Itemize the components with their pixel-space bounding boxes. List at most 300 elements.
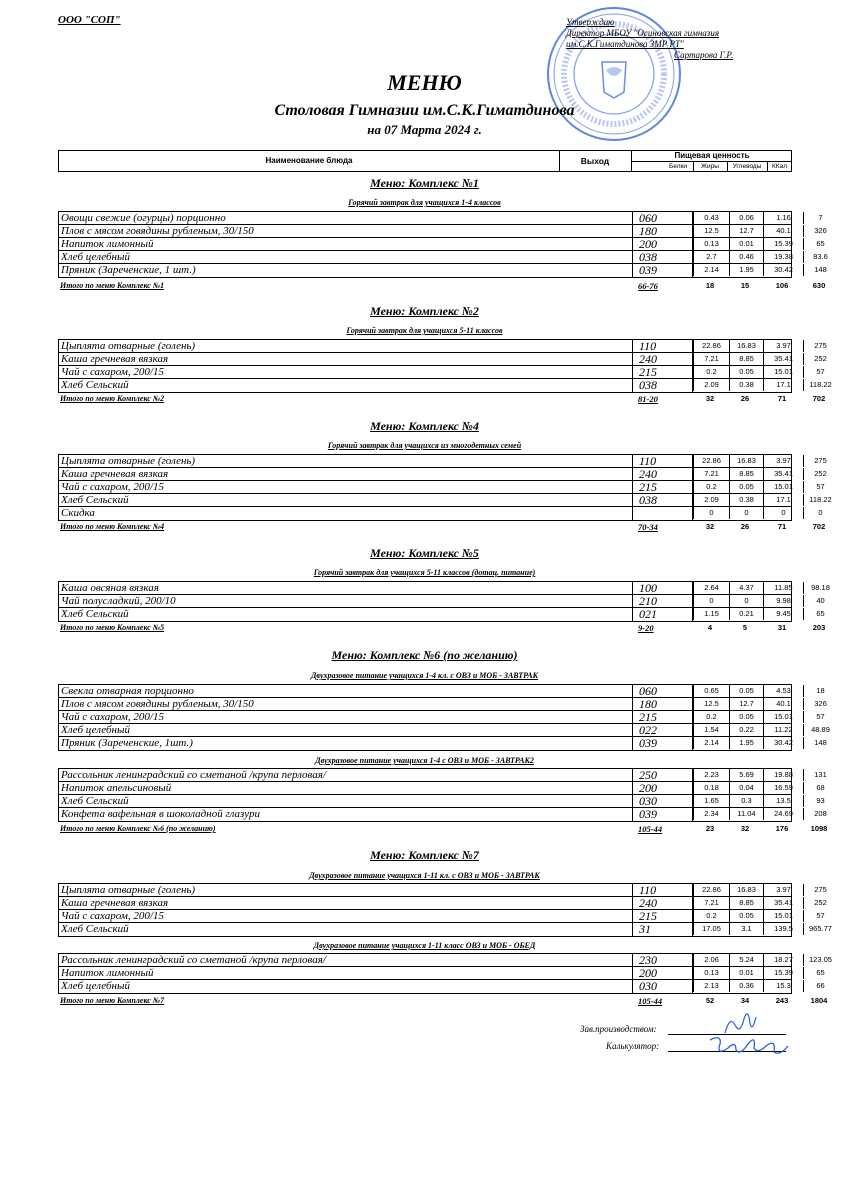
fats-value: 0.46 <box>729 251 763 263</box>
col-yield: Выход <box>559 151 632 171</box>
page-title: МЕНЮ <box>387 70 462 95</box>
dish-yield: 240 <box>639 352 657 366</box>
fats-value: 1.95 <box>729 264 763 276</box>
organization-name: ООО "СОП" <box>58 14 121 26</box>
dish-row <box>59 467 827 481</box>
fats-value: 16.83 <box>729 340 763 352</box>
total-proteins: 4 <box>707 623 713 632</box>
carbs-value: 13.5 <box>763 795 803 807</box>
dish-row <box>59 794 825 808</box>
dish-row <box>59 493 832 507</box>
complex-total-row <box>58 824 828 836</box>
approve-line-2: Директор МБОУ "Осиновская гимназия <box>566 28 720 38</box>
proteins-value: 1.15 <box>693 608 729 620</box>
dish-name: Чай с сахаром, 200/15 <box>61 366 164 378</box>
carbs-value: 35.41 <box>763 353 803 365</box>
kcal-value: 66 <box>803 980 837 992</box>
proteins-value: 0.43 <box>693 212 729 224</box>
dish-name: Каша овсяная вязкая <box>61 582 159 594</box>
fats-value: 0.05 <box>729 711 763 723</box>
fats-value: 0 <box>729 507 763 519</box>
kcal-value: 0 <box>803 507 837 519</box>
carbs-value: 4.53 <box>763 685 803 697</box>
proteins-value: 12.5 <box>693 225 729 237</box>
carbs-value: 3.97 <box>763 340 803 352</box>
kcal-value: 83.6 <box>803 251 837 263</box>
production-manager-label: Зав.производством: <box>580 1024 657 1034</box>
complex-total-row <box>58 281 826 293</box>
total-label: Итого по меню Комплекс №2 <box>60 394 165 403</box>
proteins-value: 0.2 <box>693 711 729 723</box>
dish-row <box>59 607 825 621</box>
proteins-value: 2.14 <box>693 264 729 276</box>
dish-name: Цыплята отварные (голень) <box>61 884 196 896</box>
dish-yield <box>639 507 673 519</box>
total-fats: 26 <box>740 522 750 531</box>
proteins-value: 2.09 <box>693 379 729 391</box>
total-carbs: 71 <box>777 522 787 531</box>
fats-value: 4.37 <box>729 582 763 594</box>
kcal-value: 7 <box>803 212 837 224</box>
proteins-value: 0.2 <box>693 366 729 378</box>
proteins-value: 0 <box>693 595 729 607</box>
dish-table <box>58 581 830 622</box>
total-label: Итого по меню Комплекс №4 <box>60 522 165 531</box>
dish-name: Напиток лимонный <box>61 238 154 250</box>
approval-block <box>566 17 796 61</box>
dish-yield: 039 <box>639 736 657 750</box>
kcal-value: 18 <box>803 685 837 697</box>
total-proteins: 23 <box>705 824 715 833</box>
page-subtitle: Столовая Гимназии им.С.К.Гиматдинова <box>274 102 575 119</box>
kcal-value: 123.05 <box>803 954 837 966</box>
dish-row <box>59 909 825 923</box>
dish-row <box>59 211 823 225</box>
proteins-value: 22.86 <box>693 884 729 896</box>
dish-row <box>59 768 827 782</box>
dish-name: Хлеб целебный <box>61 724 130 736</box>
dish-row <box>59 979 825 993</box>
dish-row <box>59 378 832 392</box>
dish-name: Пряник (Зареченские, 1 шт.) <box>61 264 196 276</box>
kcal-value: 118.22 <box>803 494 837 506</box>
carbs-value: 15.01 <box>763 366 803 378</box>
dish-name: Цыплята отварные (голень) <box>61 340 196 352</box>
total-kcal: 702 <box>812 522 826 531</box>
total-label: Итого по меню Комплекс №5 <box>60 623 165 632</box>
dish-row <box>59 365 825 379</box>
complex-total-row <box>58 394 826 406</box>
dish-name: Каша гречневая вязкая <box>61 897 169 909</box>
proteins-value: 22.86 <box>693 455 729 467</box>
kcal-value: 326 <box>803 225 837 237</box>
dish-row <box>59 710 825 724</box>
total-kcal: 702 <box>812 394 826 403</box>
carbs-value: 3.97 <box>763 455 803 467</box>
total-carbs: 31 <box>777 623 787 632</box>
dish-name: Хлеб Сельский <box>61 795 129 807</box>
proteins-value: 2.14 <box>693 737 729 749</box>
dish-row <box>59 507 823 520</box>
dish-name: Каша гречневая вязкая <box>61 468 169 480</box>
dish-name: Хлеб целебный <box>61 251 130 263</box>
dish-yield: 030 <box>639 794 657 808</box>
total-price: 70-34 <box>638 522 658 532</box>
fats-value: 0.05 <box>729 481 763 493</box>
complex-title: Меню: Комплекс №7 <box>370 848 479 862</box>
fats-value: 11.04 <box>729 808 763 820</box>
dish-name: Чай полусладкий, 200/10 <box>61 595 176 607</box>
dish-name: Плов с мясом говядины рубленым, 30/150 <box>61 225 254 237</box>
dish-yield: 200 <box>639 966 657 980</box>
total-kcal: 630 <box>812 281 826 290</box>
fats-value: 0.38 <box>729 379 763 391</box>
fats-value: 1.95 <box>729 737 763 749</box>
dish-row <box>59 594 825 608</box>
total-carbs: 106 <box>775 281 789 290</box>
carbs-value: 139.5 <box>763 923 803 935</box>
carbs-value: 18.27 <box>763 954 803 966</box>
total-fats: 32 <box>740 824 750 833</box>
dish-row <box>59 723 830 737</box>
dish-name: Хлеб Сельский <box>61 923 129 935</box>
col-proteins: Белки <box>663 162 694 171</box>
kcal-value: 131 <box>803 769 837 781</box>
col-kcal: ККал <box>772 163 787 170</box>
carbs-value: 11.22 <box>763 724 803 736</box>
complex-title: Меню: Комплекс №2 <box>370 304 479 318</box>
kcal-value: 118.22 <box>803 379 837 391</box>
total-kcal: 1098 <box>810 824 828 833</box>
dish-row <box>59 953 832 967</box>
dish-yield: 030 <box>639 979 657 993</box>
dish-name: Плов с мясом говядины рубленым, 30/150 <box>61 698 254 710</box>
carbs-value: 17.1 <box>763 494 803 506</box>
approve-line-1: Утверждаю <box>566 17 615 27</box>
fats-value: 0.22 <box>729 724 763 736</box>
dish-row <box>59 883 827 897</box>
dish-table <box>58 339 832 393</box>
kcal-value: 275 <box>803 884 837 896</box>
complex-title: Меню: Комплекс №5 <box>370 546 479 560</box>
dish-row <box>59 922 832 936</box>
proteins-value: 2.64 <box>693 582 729 594</box>
carbs-value: 1.16 <box>763 212 803 224</box>
total-carbs: 176 <box>775 824 789 833</box>
dish-yield: 038 <box>639 378 657 392</box>
meal-type-title: Горячий завтрак для учащихся 1-4 классов <box>348 198 501 207</box>
dish-name: Напиток апельсиновый <box>61 782 172 794</box>
proteins-value: 0.13 <box>693 967 729 979</box>
dish-name: Хлеб Сельский <box>61 379 129 391</box>
complex-title: Меню: Комплекс №4 <box>370 419 479 433</box>
dish-row <box>59 480 825 494</box>
dish-row <box>59 224 827 238</box>
carbs-value: 15.39 <box>763 967 803 979</box>
dish-row <box>59 263 827 277</box>
proteins-value: 2.13 <box>693 980 729 992</box>
kcal-value: 65 <box>803 238 837 250</box>
kcal-value: 57 <box>803 910 837 922</box>
proteins-value: 2.23 <box>693 769 729 781</box>
total-label: Итого по меню Комплекс №6 (по желанию) <box>60 824 216 833</box>
carbs-value: 17.1 <box>763 379 803 391</box>
dish-row <box>59 736 827 750</box>
dish-table <box>58 454 832 521</box>
total-carbs: 71 <box>777 394 787 403</box>
dish-name: Чай с сахаром, 200/15 <box>61 481 164 493</box>
dish-yield: 215 <box>639 710 657 724</box>
fats-value: 0.01 <box>729 238 763 250</box>
carbs-value: 15.3 <box>763 980 803 992</box>
dish-row <box>59 250 828 264</box>
fats-value: 0.38 <box>729 494 763 506</box>
fats-value: 12.7 <box>729 698 763 710</box>
fats-value: 8.85 <box>729 897 763 909</box>
dish-row <box>59 966 825 980</box>
carbs-value: 9.45 <box>763 608 803 620</box>
dish-name: Рассольник ленинградский со сметаной /крупа перловая/ <box>61 954 326 966</box>
director-name: Сартарова Г.Р. <box>674 50 734 60</box>
total-price: 105-44 <box>638 996 663 1006</box>
fats-value: 0.04 <box>729 782 763 794</box>
fats-value: 0.06 <box>729 212 763 224</box>
fats-value: 0.3 <box>729 795 763 807</box>
fats-value: 0 <box>729 595 763 607</box>
proteins-value: 0.2 <box>693 910 729 922</box>
menu-date: на 07 Марта 2024 г. <box>367 122 482 137</box>
dish-row <box>59 896 827 910</box>
dish-yield: 215 <box>639 480 657 494</box>
dish-row <box>59 697 827 711</box>
fats-value: 3.1 <box>729 923 763 935</box>
kcal-value: 98.18 <box>803 582 837 594</box>
dish-yield: 210 <box>639 594 657 608</box>
dish-name: Пряник (Зареченские, 1шт.) <box>61 737 193 749</box>
approve-line-3: им.С.К.Гиматдинова ЗМР РТ" <box>566 39 684 49</box>
carbs-value: 24.69 <box>763 808 803 820</box>
carbs-value: 11.85 <box>763 582 803 594</box>
fats-value: 0.36 <box>729 980 763 992</box>
dish-yield: 038 <box>639 493 657 507</box>
carbs-value: 15.01 <box>763 711 803 723</box>
proteins-value: 0.65 <box>693 685 729 697</box>
dish-yield: 039 <box>639 807 657 821</box>
kcal-value: 275 <box>803 340 837 352</box>
carbs-value: 40.1 <box>763 225 803 237</box>
meal-type-title: Горячий завтрак для учащихся 5-11 классов <box>346 326 503 335</box>
total-price: 9-20 <box>638 623 654 633</box>
dish-yield: 250 <box>639 768 657 782</box>
complex-total-row <box>58 623 826 635</box>
dish-name: Чай с сахаром, 200/15 <box>61 910 164 922</box>
total-kcal: 1804 <box>810 996 828 1005</box>
proteins-value: 2.7 <box>693 251 729 263</box>
calculator-signature-icon <box>706 1030 790 1060</box>
carbs-value: 35.41 <box>763 897 803 909</box>
dish-yield: 022 <box>639 723 657 737</box>
carbs-value: 15.01 <box>763 481 803 493</box>
dish-row <box>59 352 827 366</box>
fats-value: 0.05 <box>729 910 763 922</box>
calculator-label: Калькулятор: <box>606 1041 660 1051</box>
dish-table <box>58 953 832 994</box>
kcal-value: 40 <box>803 595 837 607</box>
proteins-value: 1.65 <box>693 795 729 807</box>
col-dish-name: Наименование блюда <box>59 151 560 171</box>
kcal-value: 148 <box>803 737 837 749</box>
dish-name: Хлеб Сельский <box>61 494 129 506</box>
kcal-value: 93 <box>803 795 837 807</box>
dish-yield: 240 <box>639 896 657 910</box>
fats-value: 12.7 <box>729 225 763 237</box>
dish-name: Хлеб целебный <box>61 980 130 992</box>
dish-row <box>59 781 825 795</box>
total-label: Итого по меню Комплекс №1 <box>60 281 165 290</box>
proteins-value: 7.21 <box>693 468 729 480</box>
carbs-value: 16.59 <box>763 782 803 794</box>
dish-name: Каша гречневая вязкая <box>61 353 169 365</box>
dish-row <box>59 339 827 353</box>
proteins-value: 1.54 <box>693 724 729 736</box>
proteins-value: 0.18 <box>693 782 729 794</box>
dish-row <box>59 807 827 821</box>
kcal-value: 57 <box>803 481 837 493</box>
carbs-value: 3.97 <box>763 884 803 896</box>
carbs-value: 0 <box>763 507 803 519</box>
dish-yield: 110 <box>639 339 657 353</box>
proteins-value: 0 <box>693 507 729 519</box>
carbs-value: 15.01 <box>763 910 803 922</box>
fats-value: 8.85 <box>729 468 763 480</box>
fats-value: 8.85 <box>729 353 763 365</box>
dish-yield: 060 <box>639 684 657 698</box>
dish-yield: 060 <box>639 211 657 225</box>
dish-yield: 180 <box>639 697 657 711</box>
proteins-value: 17.05 <box>693 923 729 935</box>
total-price: 81-20 <box>638 394 658 404</box>
dish-name: Рассольник ленинградский со сметаной /крупа перловая/ <box>61 769 326 781</box>
kcal-value: 57 <box>803 711 837 723</box>
fats-value: 0.21 <box>729 608 763 620</box>
column-header <box>58 150 792 172</box>
meal-type-title: Двухразовое питание учащихся 1-4 с ОВЗ и МОБ - ЗАВТРАК2 <box>315 756 534 765</box>
proteins-value: 2.09 <box>693 494 729 506</box>
proteins-value: 22.86 <box>693 340 729 352</box>
total-proteins: 32 <box>705 394 715 403</box>
kcal-value: 252 <box>803 468 837 480</box>
total-price: 66-76 <box>638 281 658 291</box>
fats-value: 16.83 <box>729 455 763 467</box>
meal-type-title: Двухразовое питание учащихся 1-4 кл. с ОВЗ и МОБ - ЗАВТРАК <box>310 671 539 680</box>
dish-yield: 110 <box>639 883 657 897</box>
proteins-value: 0.2 <box>693 481 729 493</box>
dish-row <box>59 581 830 595</box>
proteins-value: 12.5 <box>693 698 729 710</box>
total-fats: 34 <box>740 996 750 1005</box>
kcal-value: 48.89 <box>803 724 837 736</box>
col-fats: Жиры <box>693 162 728 171</box>
meal-type-title: Горячий завтрак для учащихся 5-11 классов (дотац. питание) <box>313 568 536 577</box>
fats-value: 5.69 <box>729 769 763 781</box>
carbs-value: 19.38 <box>763 251 803 263</box>
total-kcal: 203 <box>812 623 826 632</box>
col-carbs: Углеводы <box>727 162 768 171</box>
dish-yield: 240 <box>639 467 657 481</box>
complex-total-row <box>58 996 828 1008</box>
meal-type-title: Двухразовое питание учащихся 1-11 кл. с ОВЗ и МОБ - ЗАВТРАК <box>309 871 540 880</box>
proteins-value: 7.21 <box>693 897 729 909</box>
dish-name: Свекла отварная порционно <box>61 685 194 697</box>
dish-row <box>59 684 825 698</box>
kcal-value: 252 <box>803 897 837 909</box>
total-carbs: 243 <box>775 996 789 1005</box>
dish-row <box>59 237 825 251</box>
proteins-value: 2.06 <box>693 954 729 966</box>
dish-name: Чай с сахаром, 200/15 <box>61 711 164 723</box>
dish-yield: 110 <box>639 454 657 468</box>
dish-row <box>59 454 827 468</box>
dish-yield: 038 <box>639 250 657 264</box>
total-fats: 5 <box>742 623 748 632</box>
dish-name: Напиток лимонный <box>61 967 154 979</box>
fats-value: 0.05 <box>729 366 763 378</box>
kcal-value: 275 <box>803 455 837 467</box>
dish-yield: 230 <box>639 953 657 967</box>
kcal-value: 65 <box>803 608 837 620</box>
total-proteins: 18 <box>705 281 715 290</box>
col-nutrition: Пищевая ценность <box>632 151 792 162</box>
kcal-value: 965.77 <box>803 923 837 935</box>
meal-type-title: Горячий завтрак для учащихся из многодетных семей <box>327 441 522 450</box>
carbs-value: 15.39 <box>763 238 803 250</box>
total-fats: 15 <box>740 281 750 290</box>
dish-name: Хлеб Сельский <box>61 608 129 620</box>
carbs-value: 19.88 <box>763 769 803 781</box>
fats-value: 16.83 <box>729 884 763 896</box>
dish-yield: 31 <box>639 922 651 936</box>
proteins-value: 0.13 <box>693 238 729 250</box>
kcal-value: 68 <box>803 782 837 794</box>
dish-table <box>58 768 827 822</box>
kcal-value: 252 <box>803 353 837 365</box>
total-proteins: 52 <box>705 996 715 1005</box>
dish-name: Скидка <box>61 507 95 519</box>
kcal-value: 57 <box>803 366 837 378</box>
fats-value: 0.05 <box>729 685 763 697</box>
fats-value: 0.01 <box>729 967 763 979</box>
kcal-value: 148 <box>803 264 837 276</box>
total-label: Итого по меню Комплекс №7 <box>60 996 165 1005</box>
dish-yield: 039 <box>639 263 657 277</box>
fats-value: 5.24 <box>729 954 763 966</box>
dish-yield: 021 <box>639 607 657 621</box>
dish-yield: 200 <box>639 781 657 795</box>
dish-yield: 215 <box>639 365 657 379</box>
kcal-value: 208 <box>803 808 837 820</box>
complex-title: Меню: Комплекс №1 <box>370 176 479 190</box>
meal-type-title: Двухразовое питание учащихся 1-11 класс ОВЗ и МОБ - ОБЕД <box>313 941 536 950</box>
kcal-value: 65 <box>803 967 837 979</box>
total-fats: 26 <box>740 394 750 403</box>
carbs-value: 9.98 <box>763 595 803 607</box>
dish-yield: 100 <box>639 581 657 595</box>
proteins-value: 7.21 <box>693 353 729 365</box>
dish-yield: 215 <box>639 909 657 923</box>
total-price: 105-44 <box>638 824 663 834</box>
complex-total-row <box>58 522 826 534</box>
dish-table <box>58 211 828 278</box>
